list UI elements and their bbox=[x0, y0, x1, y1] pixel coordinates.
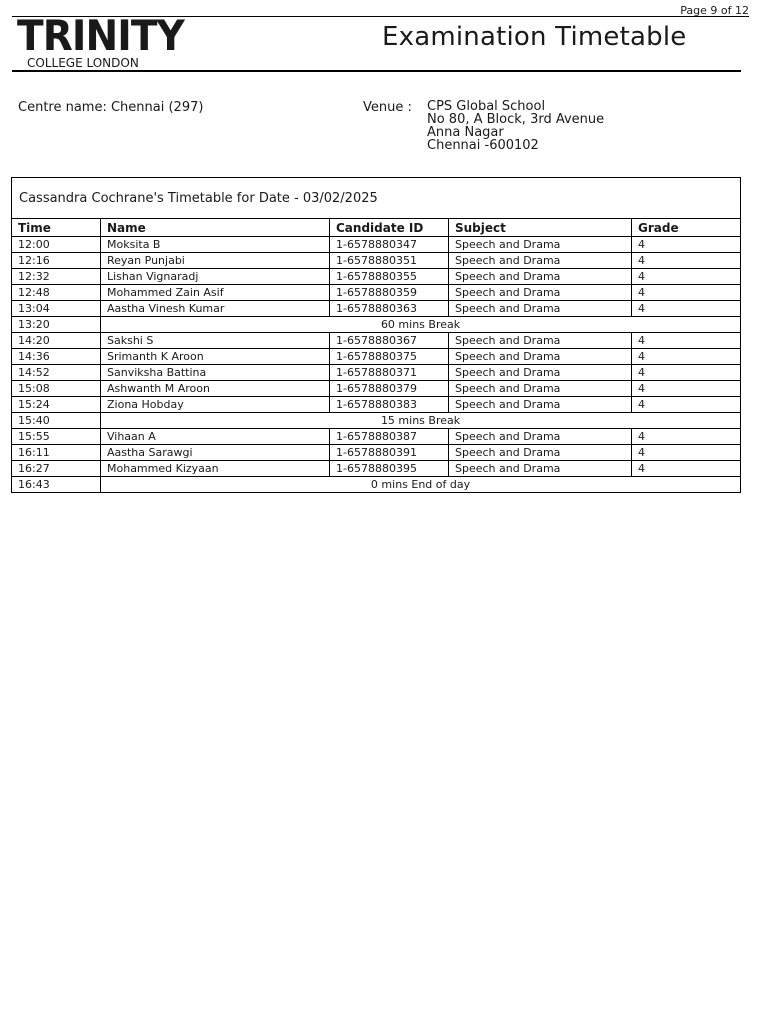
cell-time: 16:43 bbox=[12, 477, 101, 493]
table-row bbox=[12, 237, 741, 253]
cell-break-note: 60 mins Break bbox=[101, 317, 741, 333]
cell-subject: Speech and Drama bbox=[449, 237, 632, 253]
cell-name: Mohammed Zain Asif bbox=[101, 285, 330, 301]
table-row bbox=[12, 365, 741, 381]
cell-time: 16:11 bbox=[12, 445, 101, 461]
cell-candidate-id: 1-6578880375 bbox=[330, 349, 449, 365]
timetable-body bbox=[12, 237, 741, 493]
cell-subject: Speech and Drama bbox=[449, 429, 632, 445]
cell-grade: 4 bbox=[632, 285, 741, 301]
table-row bbox=[12, 333, 741, 349]
cell-time: 12:48 bbox=[12, 285, 101, 301]
page-number: Page 9 of 12 bbox=[680, 4, 749, 17]
table-row bbox=[12, 445, 741, 461]
cell-candidate-id: 1-6578880351 bbox=[330, 253, 449, 269]
document-title: Examination Timetable bbox=[382, 22, 687, 52]
cell-break-note: 15 mins Break bbox=[101, 413, 741, 429]
cell-candidate-id: 1-6578880391 bbox=[330, 445, 449, 461]
cell-grade: 4 bbox=[632, 333, 741, 349]
column-header-name: Name bbox=[101, 219, 330, 237]
table-row bbox=[12, 429, 741, 445]
table-row bbox=[12, 349, 741, 365]
break-row bbox=[12, 477, 741, 493]
cell-time: 14:36 bbox=[12, 349, 101, 365]
cell-break-note: 0 mins End of day bbox=[101, 477, 741, 493]
cell-name: Moksita B bbox=[101, 237, 330, 253]
column-header-candidate-id: Candidate ID bbox=[330, 219, 449, 237]
table-row bbox=[12, 397, 741, 413]
cell-name: Lishan Vignaradj bbox=[101, 269, 330, 285]
venue-line: CPS Global School bbox=[427, 99, 546, 114]
venue-label: Venue : bbox=[363, 100, 412, 115]
cell-grade: 4 bbox=[632, 429, 741, 445]
cell-time: 13:20 bbox=[12, 317, 101, 333]
column-header-time: Time bbox=[12, 219, 101, 237]
cell-candidate-id: 1-6578880371 bbox=[330, 365, 449, 381]
cell-subject: Speech and Drama bbox=[449, 253, 632, 269]
cell-candidate-id: 1-6578880367 bbox=[330, 333, 449, 349]
cell-subject: Speech and Drama bbox=[449, 365, 632, 381]
column-header-row bbox=[12, 219, 741, 237]
cell-time: 12:00 bbox=[12, 237, 101, 253]
cell-name: Aastha Vinesh Kumar bbox=[101, 301, 330, 317]
table-row bbox=[12, 253, 741, 269]
cell-name: Reyan Punjabi bbox=[101, 253, 330, 269]
table-row bbox=[12, 381, 741, 397]
cell-candidate-id: 1-6578880347 bbox=[330, 237, 449, 253]
cell-time: 16:27 bbox=[12, 461, 101, 477]
cell-candidate-id: 1-6578880359 bbox=[330, 285, 449, 301]
table-row bbox=[12, 301, 741, 317]
cell-time: 15:24 bbox=[12, 397, 101, 413]
header-rule bbox=[12, 70, 741, 72]
cell-subject: Speech and Drama bbox=[449, 381, 632, 397]
cell-time: 15:40 bbox=[12, 413, 101, 429]
venue-line: Chennai -600102 bbox=[427, 138, 539, 153]
centre-name: Centre name: Chennai (297) bbox=[18, 100, 204, 115]
cell-candidate-id: 1-6578880383 bbox=[330, 397, 449, 413]
cell-time: 12:16 bbox=[12, 253, 101, 269]
cell-name: Sanviksha Battina bbox=[101, 365, 330, 381]
cell-grade: 4 bbox=[632, 445, 741, 461]
cell-subject: Speech and Drama bbox=[449, 397, 632, 413]
cell-time: 15:55 bbox=[12, 429, 101, 445]
timetable-caption: Cassandra Cochrane's Timetable for Date - 03/02/2025 bbox=[12, 178, 741, 219]
cell-grade: 4 bbox=[632, 461, 741, 477]
cell-time: 15:08 bbox=[12, 381, 101, 397]
venue-line: Anna Nagar bbox=[427, 125, 504, 140]
timetable-table bbox=[11, 177, 741, 493]
cell-grade: 4 bbox=[632, 253, 741, 269]
cell-grade: 4 bbox=[632, 381, 741, 397]
cell-subject: Speech and Drama bbox=[449, 285, 632, 301]
cell-time: 12:32 bbox=[12, 269, 101, 285]
cell-candidate-id: 1-6578880387 bbox=[330, 429, 449, 445]
cell-name: Mohammed Kizyaan bbox=[101, 461, 330, 477]
cell-grade: 4 bbox=[632, 365, 741, 381]
cell-time: 13:04 bbox=[12, 301, 101, 317]
cell-grade: 4 bbox=[632, 397, 741, 413]
cell-candidate-id: 1-6578880379 bbox=[330, 381, 449, 397]
cell-grade: 4 bbox=[632, 301, 741, 317]
logo-subtitle: COLLEGE LONDON bbox=[27, 56, 139, 70]
cell-subject: Speech and Drama bbox=[449, 301, 632, 317]
column-header-grade: Grade bbox=[632, 219, 741, 237]
table-row bbox=[12, 461, 741, 477]
column-header-subject: Subject bbox=[449, 219, 632, 237]
timetable-caption-row bbox=[12, 178, 741, 219]
cell-name: Aastha Sarawgi bbox=[101, 445, 330, 461]
cell-name: Srimanth K Aroon bbox=[101, 349, 330, 365]
cell-candidate-id: 1-6578880355 bbox=[330, 269, 449, 285]
cell-candidate-id: 1-6578880395 bbox=[330, 461, 449, 477]
cell-subject: Speech and Drama bbox=[449, 349, 632, 365]
logo-wordmark: TRINITY bbox=[17, 11, 184, 60]
cell-subject: Speech and Drama bbox=[449, 445, 632, 461]
break-row bbox=[12, 317, 741, 333]
cell-name: Ashwanth M Aroon bbox=[101, 381, 330, 397]
cell-grade: 4 bbox=[632, 349, 741, 365]
cell-candidate-id: 1-6578880363 bbox=[330, 301, 449, 317]
cell-subject: Speech and Drama bbox=[449, 461, 632, 477]
cell-subject: Speech and Drama bbox=[449, 269, 632, 285]
venue-line: No 80, A Block, 3rd Avenue bbox=[427, 112, 605, 127]
trinity-logo bbox=[17, 11, 196, 70]
table-row bbox=[12, 269, 741, 285]
cell-name: Sakshi S bbox=[101, 333, 330, 349]
cell-grade: 4 bbox=[632, 237, 741, 253]
cell-name: Vihaan A bbox=[101, 429, 330, 445]
venue-address bbox=[427, 100, 604, 152]
table-row bbox=[12, 285, 741, 301]
cell-subject: Speech and Drama bbox=[449, 333, 632, 349]
cell-time: 14:20 bbox=[12, 333, 101, 349]
cell-name: Ziona Hobday bbox=[101, 397, 330, 413]
cell-grade: 4 bbox=[632, 269, 741, 285]
cell-time: 14:52 bbox=[12, 365, 101, 381]
break-row bbox=[12, 413, 741, 429]
